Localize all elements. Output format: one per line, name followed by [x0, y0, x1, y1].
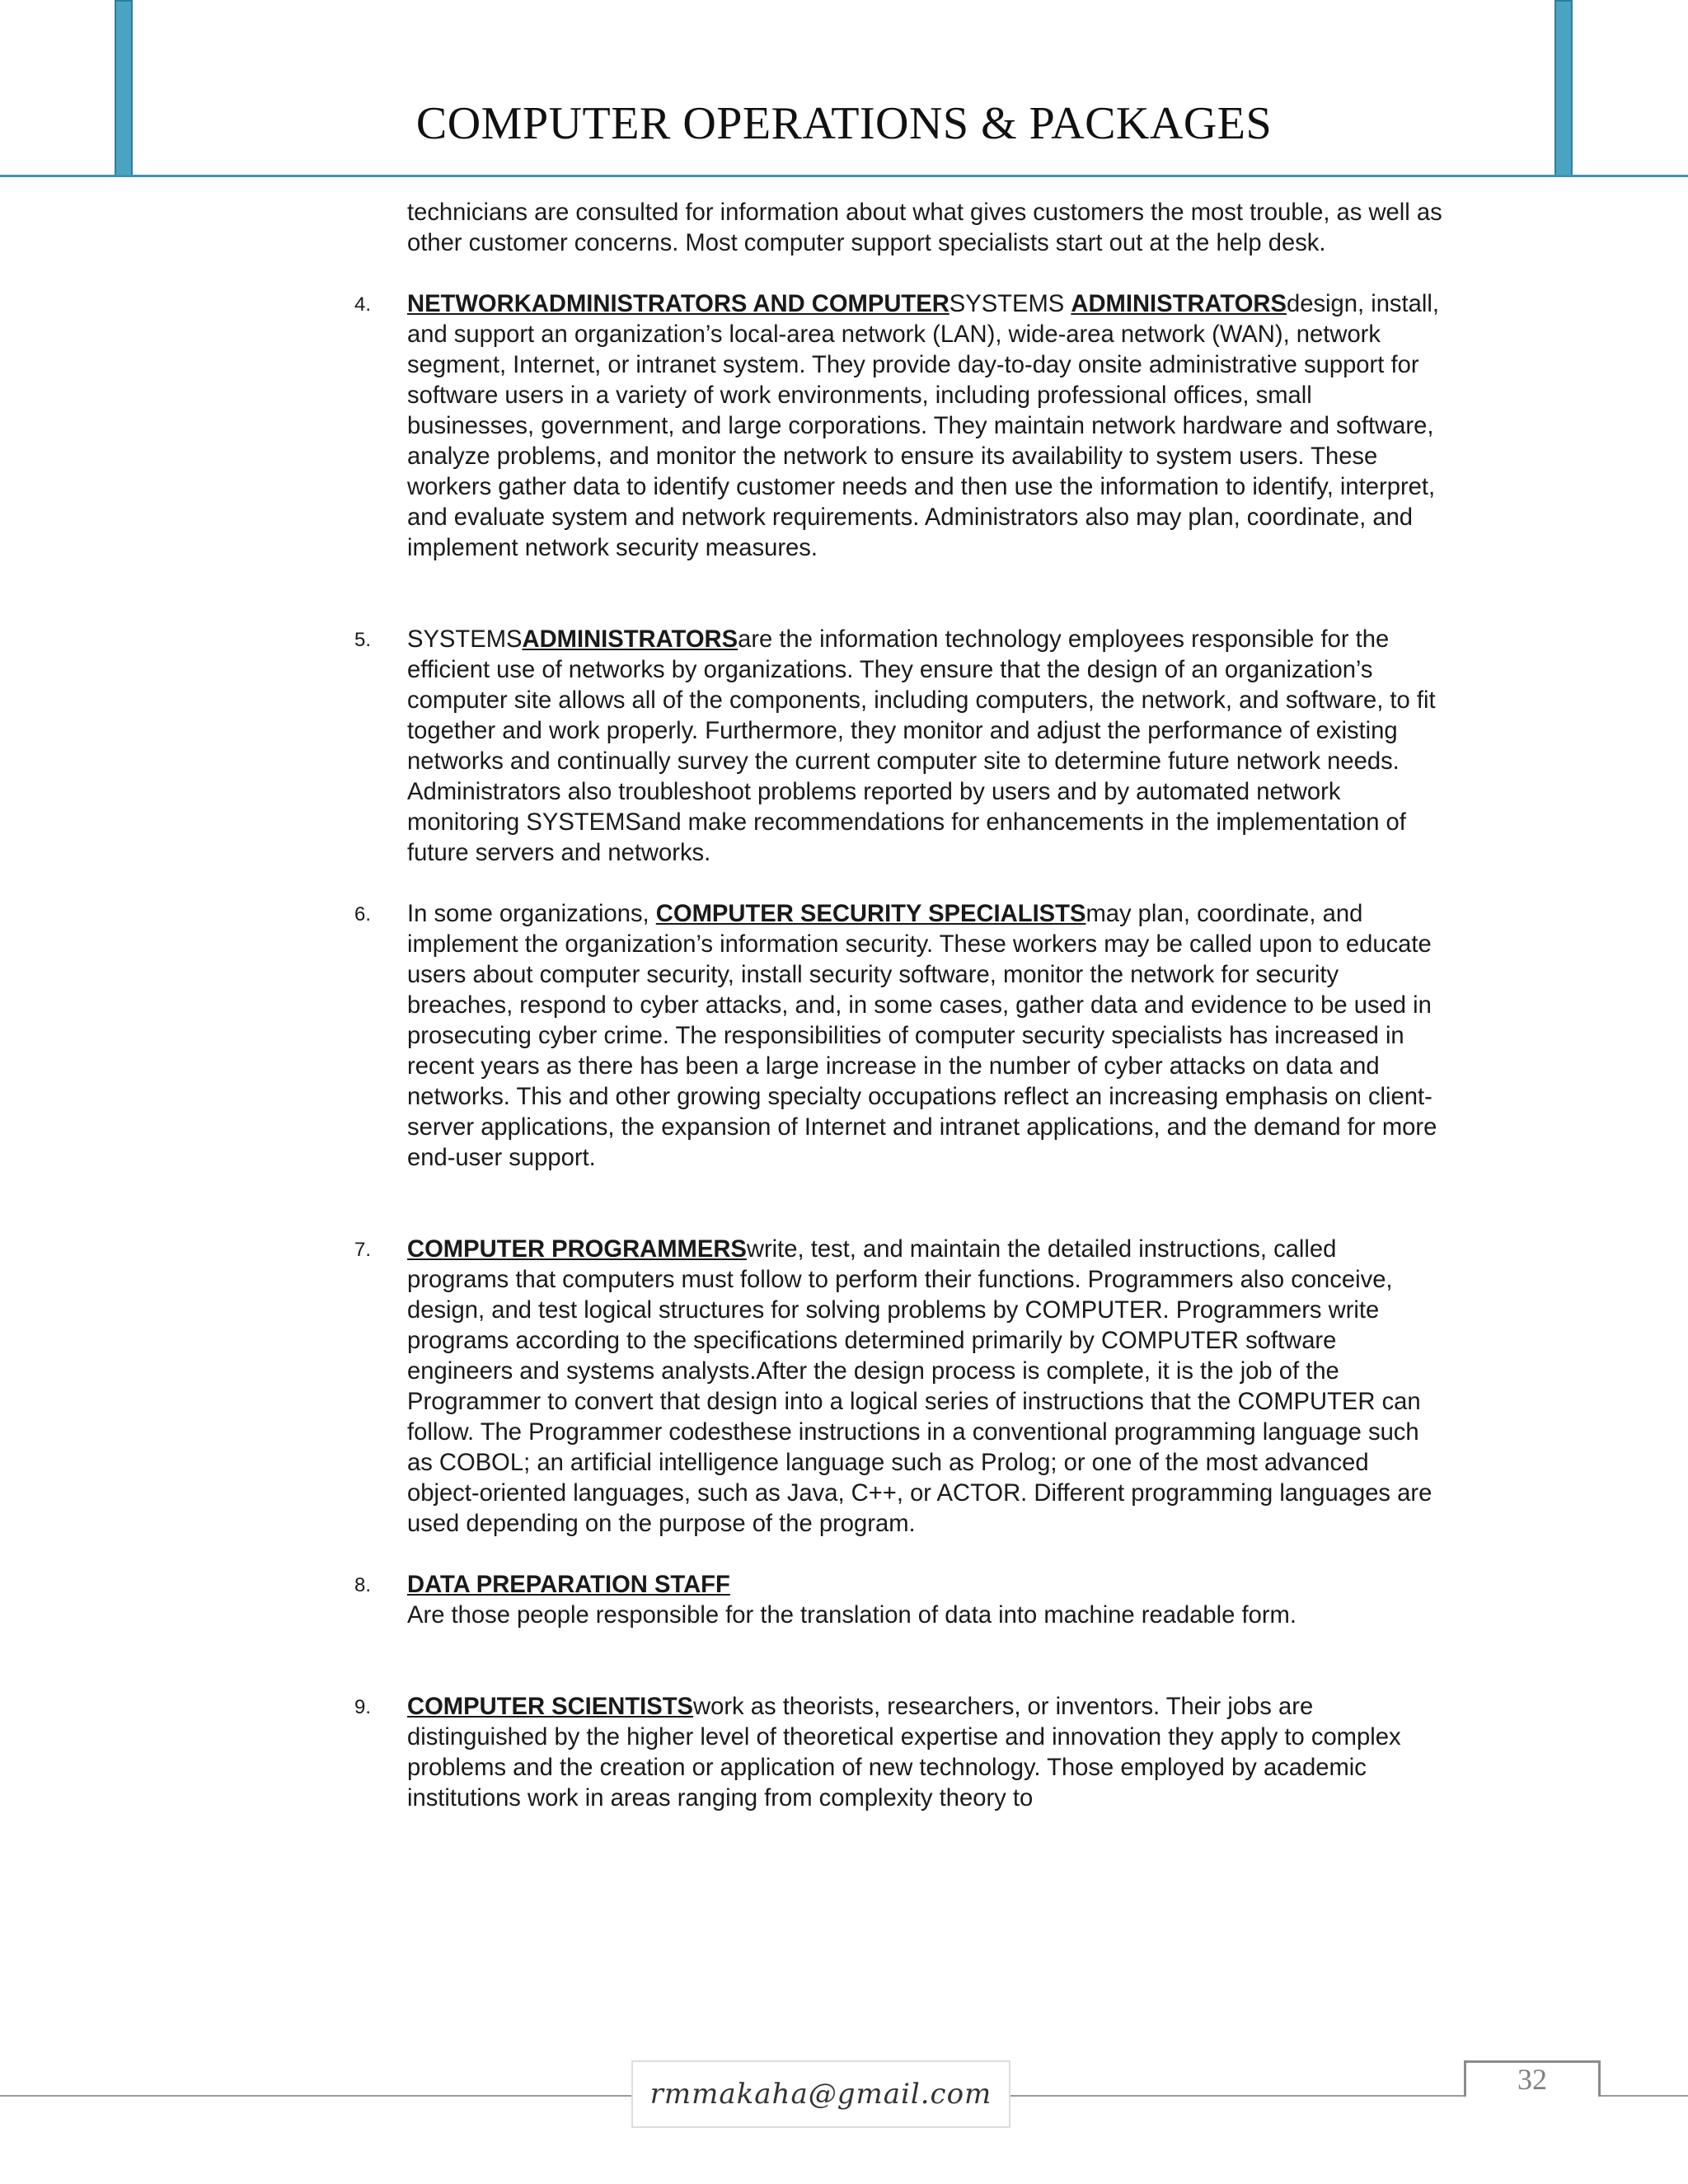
item-text: [407, 899, 1442, 1174]
list-item-7: [354, 1235, 1442, 1540]
item-text: [407, 1692, 1442, 1814]
item-text-part: design, install, and support an organization’s local-area network (LAN), wide-area network (WAN), network segment, Internet, or intranet system. They provide day-to-day onsite administrative support for software users in a variety of work environments, including professional offices, small businesses, government, and large corporations. They maintain network hardware and software, analyze problems, and monitor the network to ensure its availability to system users. These workers gather data to identify customer needs and then use the information to identify, interpret, and evaluate system and network requirements. Administrators also may plan, coordinate, and implement network security measures.: [407, 291, 1439, 561]
item-text: [407, 625, 1442, 869]
item-heading: DATA PREPARATION STAFF: [407, 1572, 730, 1598]
item-heading: COMPUTER PROGRAMMERS: [407, 1236, 747, 1263]
item-heading: COMPUTER SECURITY SPECIALISTS: [655, 901, 1086, 927]
item-heading: NETWORKADMINISTRATORS AND COMPUTER: [407, 291, 950, 317]
item-text-part: may plan, coordinate, and implement the organization’s information security. These workers may be called upon to educate users about computer security, install security software, monitor the network for security breaches, respond to cyber attacks, and, in some cases, gather data and evidence to be used in prosecuting cyber crime. The responsibilities of computer security specialists has increased in recent years as there has been a large increase in the number of cyber attacks on data and networks. This and other growing specialty occupations reflect an increasing emphasis on client-server applications, the expansion of Internet and intranet applications, and the demand for more end-user support.: [407, 901, 1437, 1171]
header-divider: [0, 175, 1688, 177]
list-item-5: [354, 625, 1442, 869]
item-number: 6.: [354, 903, 372, 926]
list-item-4: [354, 289, 1442, 564]
item-text: Are those people responsible for the translation of data into machine readable form.: [407, 1602, 1296, 1629]
page-body: [354, 198, 1442, 1814]
intro-paragraph: technicians are consulted for information about what gives customers the most trouble, as well as other customer concerns. Most computer support specialists start out at the help desk.: [407, 199, 1442, 256]
item-number: 4.: [354, 293, 372, 316]
list-item-9: [354, 1692, 1442, 1814]
footer-email: rmmakaha@gmail.com: [631, 2060, 1010, 2128]
item-text: [407, 289, 1442, 564]
item-text-part: SYSTEMS: [949, 291, 1071, 317]
list-item-6: [354, 899, 1442, 1174]
item-number: 5.: [354, 629, 372, 651]
list-item-8: [354, 1570, 1442, 1631]
item-text-part: In some organizations,: [407, 901, 656, 927]
item-number: 7.: [354, 1239, 372, 1261]
item-text-part: SYSTEMS: [407, 626, 523, 653]
item-number: 8.: [354, 1574, 372, 1596]
item-heading-line: [407, 1570, 1442, 1601]
item-text: [407, 1235, 1442, 1540]
item-heading: COMPUTER SCIENTISTS: [407, 1694, 694, 1720]
item-text-part: are the information technology employees responsible for the efficient use of networks by organizations. They ensure that the design of an organization’s computer site allows all of the components, including computers, the network, and software, to fit together and work properly. Furthermore, they monitor and adjust the performance of existing networks and continually survey the current computer site to determine future network needs. Administrators also troubleshoot problems reported by users and by automated network monitoring SYSTEMSand make recommendations for enhancements in the implementation of future servers and networks.: [407, 626, 1436, 866]
page-title: COMPUTER OPERATIONS & PACKAGES: [415, 98, 1273, 149]
footer-rule-left: [0, 2095, 635, 2097]
item-text-part: write, test, and maintain the detailed instructions, called programs that computers must follow to perform their functions. Programmers also conceive, design, and test logical structures for solving problems by COMPUTER. Programmers write programs according to the specifications determined primarily by COMPUTER software engineers and systems analysts.After the design process is complete, it is the job of the Programmer to convert that design into a logical series of instructions that the COMPUTER can follow. The Programmer codesthese instructions in a conventional programming language such as COBOL; an artificial intelligence language such as Prolog; or one of the most advanced object-oriented languages, such as Java, C++, or ACTOR. Different programming languages are used depending on the purpose of the program.: [407, 1236, 1432, 1537]
item-number: 9.: [354, 1696, 372, 1718]
item-heading: ADMINISTRATORS: [522, 626, 738, 653]
item-text-part: work as theorists, researchers, or inventors. Their jobs are distinguished by the higher level of theoretical expertise and innovation they apply to complex problems and the creation or application of new technology. Those employed by academic institutions work in areas ranging from complexity theory to: [407, 1694, 1401, 1811]
item-heading: ADMINISTRATORS: [1071, 291, 1287, 317]
page-number: 32: [1464, 2060, 1601, 2097]
